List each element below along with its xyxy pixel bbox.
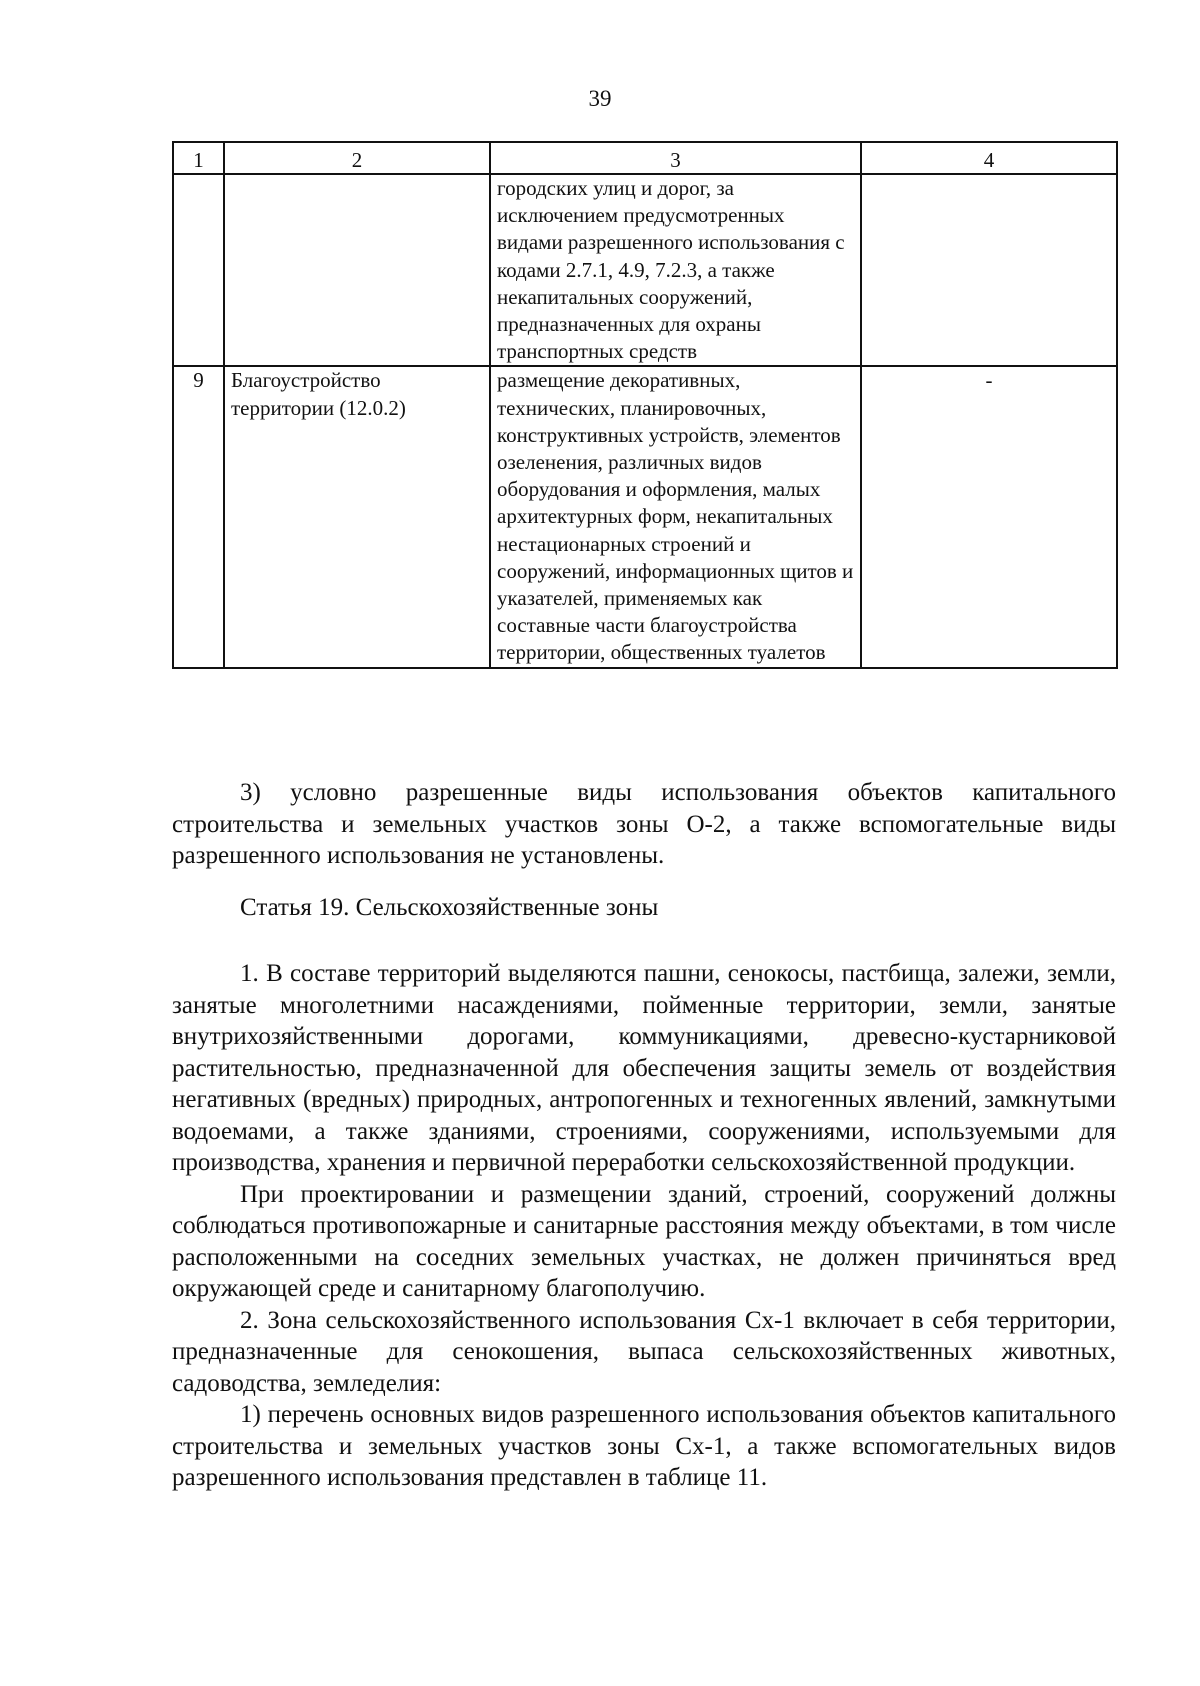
table-header-row [173,142,1117,174]
column-header-3: 3 [490,142,861,174]
column-header-4: 4 [861,142,1117,174]
body-text [172,958,1116,1494]
use-description-cell: городских улиц и дорог, за исключением предусмотренных видами разрешенного использования с кодами 2.7.1, 4.9, 7.2.3, а также некапитальных сооружений, предназначенных для охраны транспортных средств [490,174,861,366]
note-cell: - [861,366,1117,667]
paragraph: При проектировании и размещении зданий, строений, сооружений должны соблюдаться противопожарные и санитарные расстояния между объектами, в том числе расположенными на соседних земельных участках, не должен причиняться вред окружающей среде и санитарному благополучию. [172,1180,1116,1302]
paragraph: 1) перечень основных видов разрешенного использования объектов капитального строительства и земельных участков зоны Сх-1, а также вспомогательных видов разрешенного использования представлен в таблице 11. [172,1401,1116,1491]
paragraph: 1. В составе территорий выделяются пашни, сенокосы, пастбища, залежи, земли, занятые многолетними насаждениями, пойменные территории, земли, занятые внутрихозяйственными дорогами, коммуникациями, древесно-кустарниковой растительностью, предназначенной для обеспечения защиты земель от воздействия негативных (вредных) природных, антропогенных и техногенных явлений, замкнутыми водоемами, а также зданиями, строениями, сооружениями, используемыми для производства, хранения и первичной переработки сельскохозяйственной продукции. [172,960,1116,1176]
use-name-cell: Благоустройство территории (12.0.2) [224,366,490,667]
page-number: 39 [588,86,612,111]
table-row [173,174,1117,366]
land-use-table [172,141,1118,669]
article-heading: Статья 19. Сельскохозяйственные зоны [240,894,659,921]
row-number-cell: 9 [173,366,224,667]
table-row [173,366,1117,667]
column-header-2: 2 [224,142,490,174]
note-cell [861,174,1117,366]
row-number-cell [173,174,224,366]
use-name-cell [224,174,490,366]
paragraph-conditional-uses: 3) условно разрешенные виды использования объектов капитального строительства и земельных участков зоны О-2, а также вспомогательные виды разрешенного использования не установлены. [172,779,1116,869]
paragraph: 2. Зона сельскохозяйственного использования Сх-1 включает в себя территории, предназначенные для сенокошения, выпаса сельскохозяйственных животных, садоводства, земледелия: [172,1306,1116,1397]
column-header-1: 1 [173,142,224,174]
use-description-cell: размещение декоративных, технических, планировочных, конструктивных устройств, элементов озеленения, различных видов оборудования и оформления, малых архитектурных форм, некапитальных нестационарных строений и сооружений, информационных щитов и указателей, применяемых как составные части благоустройства территории, общественных туалетов [490,366,861,667]
